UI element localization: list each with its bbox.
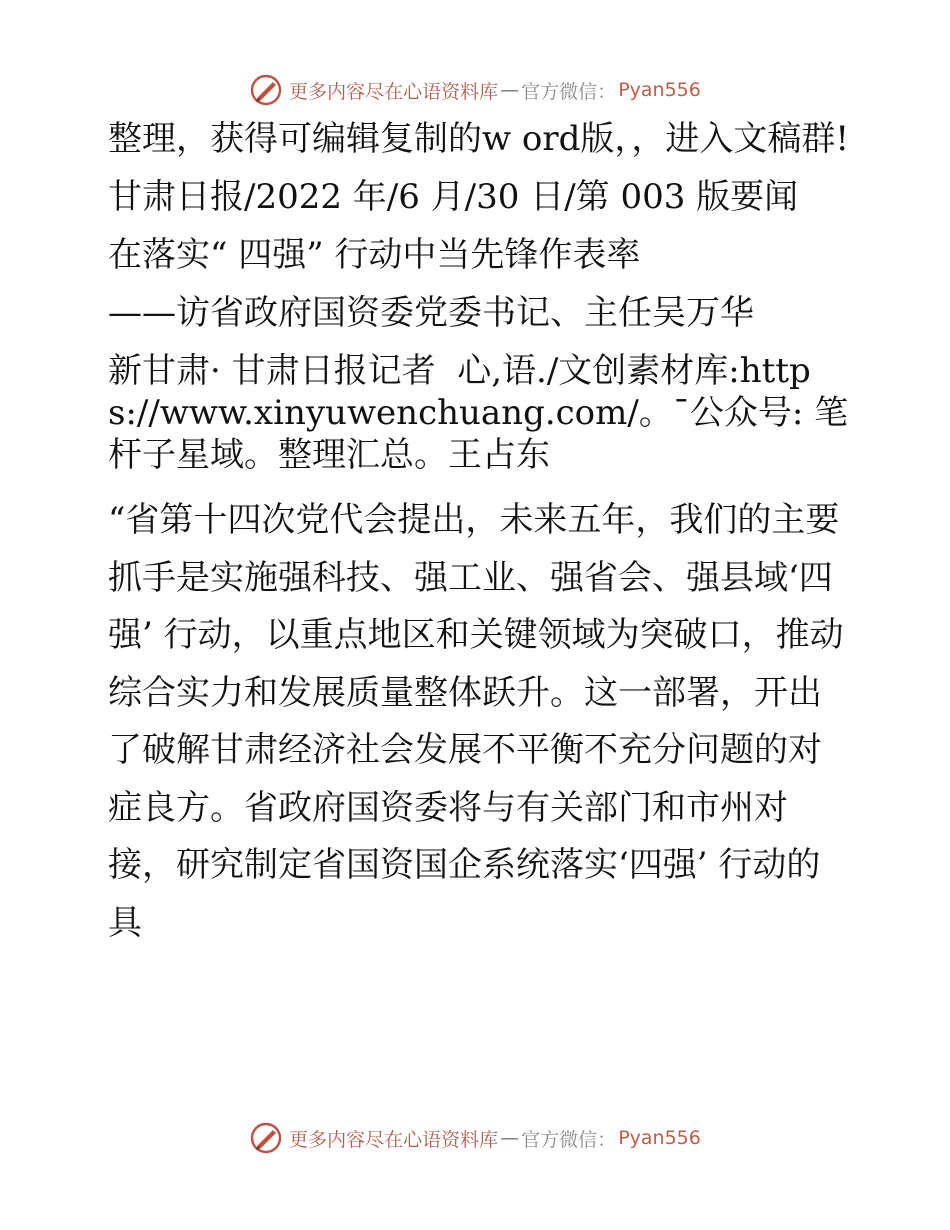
banner-wechat-id: Pyan556 <box>618 79 701 101</box>
source-line: 甘肃日报/2022 年/6 月/30 日/第 003 版要闻 <box>108 177 799 217</box>
pen-logo-icon <box>249 73 283 107</box>
banner-wechat-label: 官方微信： <box>521 1128 617 1151</box>
article-subtitle: ——访省政府国资委党委书记、主任吴万华 <box>108 293 754 333</box>
article-title: 在落实“ 四强” 行动中当先锋作表率 <box>108 235 641 275</box>
banner-separator: — <box>500 1127 520 1149</box>
pen-logo-icon <box>249 1121 283 1155</box>
intro-line: 整理，获得可编辑复制的w ord版，，进入文稿群! <box>108 119 850 159</box>
document-body <box>98 118 850 952</box>
banner-text: 更多内容尽在心语资料库 <box>289 1128 499 1151</box>
banner-separator: — <box>500 79 520 101</box>
header-banner <box>0 70 950 110</box>
banner-wechat-id: Pyan556 <box>618 1127 701 1149</box>
footer-banner <box>0 1118 950 1158</box>
byline: 新甘肃· 甘肃日报记者 心,语./文创素材库:https://www.xinyuwenchuang.com/。¯公众号: 笔杆子星域。整理汇总。王占东 <box>108 351 849 475</box>
paragraph: “省第十四次党代会提出，未来五年，我们的主要抓手是实施强科技、强工业、强省会、强县域‘四强’ 行动，以重点地区和关键领域为突破口，推动综合实力和发展质量整体跃升。这一部署，开出了破解甘肃经济社会发展不平衡不充分问题的对症良方。省政府国资委将与有关部门和市州对接，研究制定省国资国企系统落实‘四强’ 行动的具 <box>108 500 844 943</box>
banner-wechat-label: 官方微信： <box>521 80 617 103</box>
banner-text: 更多内容尽在心语资料库 <box>289 80 499 103</box>
